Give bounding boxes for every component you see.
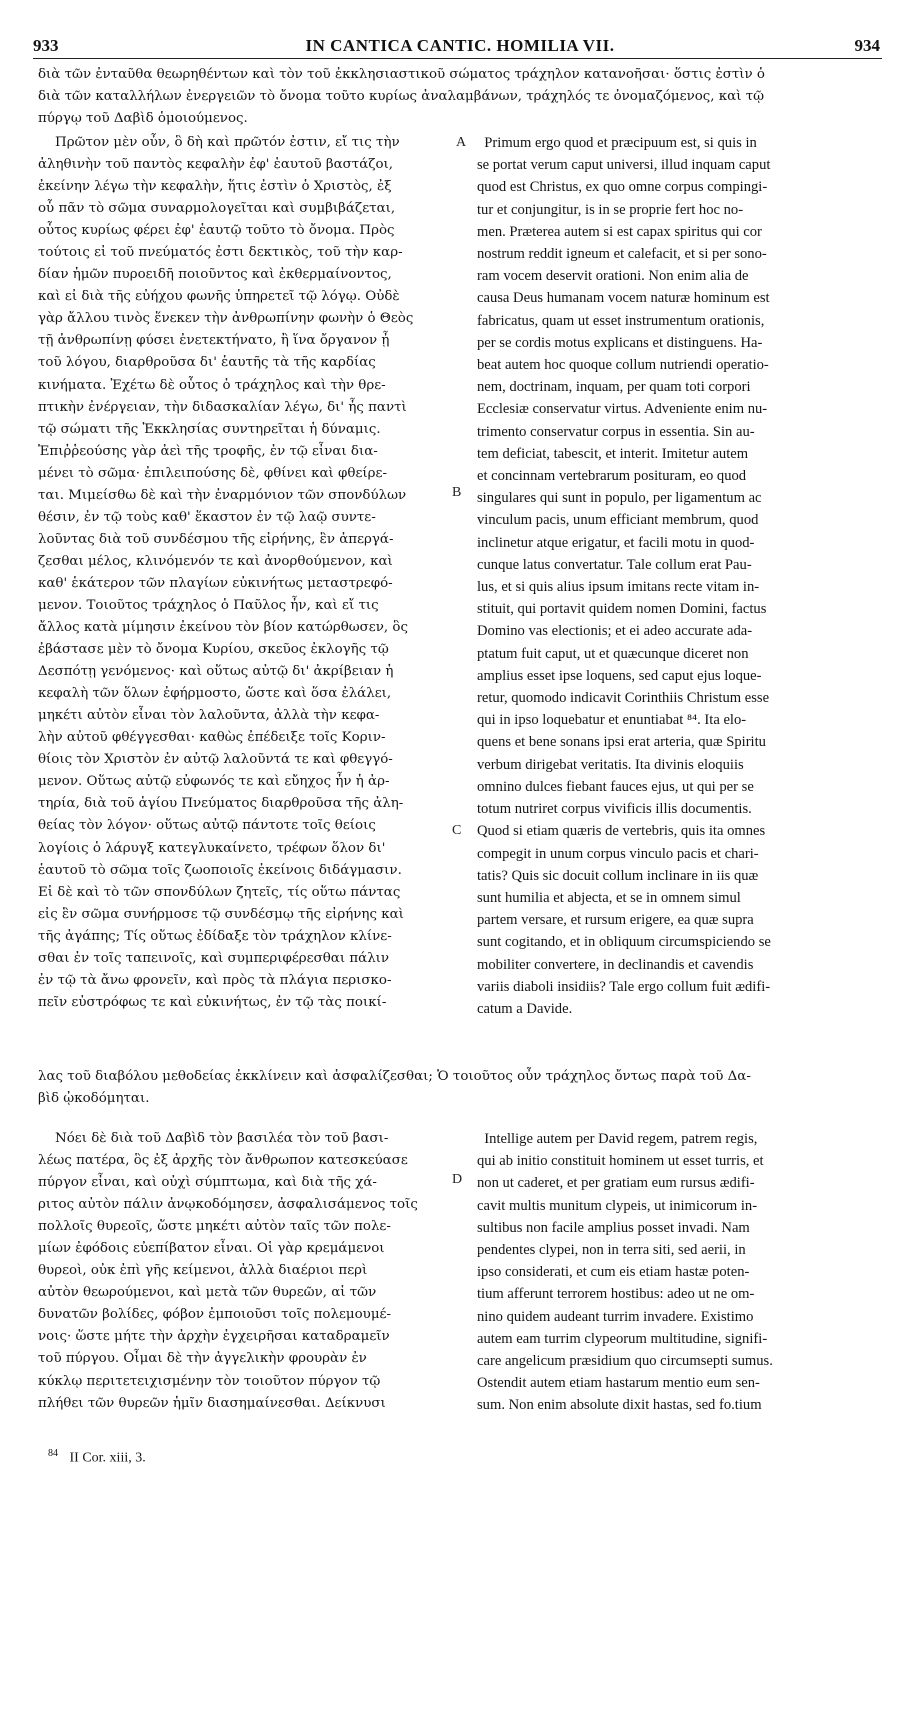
footnote-text: II Cor. xiii, 3.: [69, 1450, 146, 1466]
greek-lower-text: Νόει δὲ διὰ τοῦ Δαβὶδ τὸν βασιλέα τὸν τοῦ βασι- λέως πατέρα, ὃς ἐξ ἀρχῆς τὸν ἄνθρωπον κατεσκεύασε πύργον εἶναι, καὶ οὐχὶ σύμπτωμα, καὶ διὰ τῆς χά- ριτος αὐτὸν πάλιν ἀνῳκοδόμησεν, ἀσφαλισάμενος τοῖς πολλοῖς θυρεοῖς, ὥστε μηκέτι αὐτὸν ταῖς τῶν πολε- μίων ἐφόδοις εὐεπίβατον εἶναι. Οἱ γὰρ κρεμάμενοι θυρεοὶ, οὐκ ἐπὶ γῆς κείμενοι, ἀλλὰ διαέριοι περὶ αὐτὸν θεωρούμενοι, καὶ μετὰ τῶν θυρεῶν, αἱ τῶν δυνατῶν βολίδες, φόβον ἐμποιοῦσι τοῖς πολεμουμέ- νοις· ὥστε μήτε τὴν ἀρχὴν ἐγχειρῆσαι καταδραμεῖν τοῦ πύργου. Οἶμαι δὲ τὴν ἀγγελικὴν φρουρὰν ἐν κύκλῳ περιτετειχισμένην τὸν τοιοῦτον πύργον τῷ πλήθει τῶν θυρεῶν ἡμῖν διασημαίνεσθαι. Δείκνυσι: [38, 1131, 418, 1411]
footnote: [48, 1448, 146, 1467]
margin-letter-c: C: [452, 823, 462, 838]
page-number-right: 934: [854, 36, 880, 55]
latin-lower-text: Intellige autem per David regem, patrem regis, qui ab initio constituit hominem ut esset turris, et non ut caderet, et per gratiam eum rursus ædifi- cavit multis munitum clypeis, ut inimicorum in- sultibus non facile amplius posset invadi. Nam pendentes clypei, non in terra siti, sed aerii, in ipso considerati, et cum eis etiam hastæ poten- tium afferunt terrorem hostibus: adeo ut ne om- nino quidem audeant turrim invadere. Existimo autem eam turrim clypeorum multitudine, signifi- care angelicum præsidium quo circumsepti sumus. Ostendit autem etiam hastarum mentio eum sen- sum. Non enim absolute dixit hastas, sed fo.tium: [477, 1131, 773, 1414]
latin-column-text: Primum ergo quod et præcipuum est, si quis in se portat verum caput universi, illud inquam caput quod est Christus, ex quo omne corpus compingi- tur et conjungitur, is in se proprie fert hoc no- men. Præterea autem si est capax spiritus qui cor nostrum reddit igneum et calefacit, et si per sono- ram vocem deservit orationi. Non enim alia de causa Deus humanam vocem naturæ hominum est fabricatus, quam ut esset instrumentum orationis, per se cordis motus explicans et distinguens. Ha- beat autem hoc quoque collum nutriendi operatio- nem, doctrinam, inquam, per quam toti corpori Ecclesiæ conservatur virtus. Adveniente enim nu- trimento conservatur corpus in essentia. Sin au- tem deficiat, tabescit, et interit. Imitetur autem et concinnam vertebrarum posituram, eo quod singulares qui sunt in populo, per ligamentum ac vinculum pacis, unum efficiant membrum, quod inclinetur atque erigatur, et facili motu in quod- cunque latus convertatur. Tale collum erat Pau- lus, et si quis alius ipsum imitans recte vitam in- stituit, qui portavit quidem nomen Domini, factus Domino vas electionis; et ei adeo accurate ada- ptatum fuit caput, ut et quæcunque diceret non amplius esset ipse loquens, sed caput ejus loque- retur, quomodo indicavit Corinthiis Christum esse qui in ipso loquebatur et enuntiabat ⁸⁴. Ita elo- quens et bene sonans ipsi erat arteria, quæ Spiritu verbum dirigebat veritatis. Ita divinis eloquiis omnino dulces fiebant fauces ejus, ut qui per se totum nutriret corpus vivificis illis documentis. Quod si etiam quæris de vertebris, quis ita omnes compegit in unum corpus vinculo pacis et chari- tatis? Quis sic docuit collum inclinare in iis quæ sunt humilia et abjecta, et se in omnem simul partem versare, et rursum erigere, ea quæ supra sunt cogitando, et in obliquum circumspiciendo se mobiliter convertere, in declinandis et cavendis variis diaboli insidiis? Tale ergo collum fuit ædifi- catum a Davide.: [477, 135, 771, 1017]
margin-letter-d: D: [452, 1172, 463, 1187]
greek-intro-text: διὰ τῶν ἐνταῦθα θεωρηθέντων καὶ τὸν τοῦ ἐκκλησιαστικοῦ σώματος τράχηλον κατανοῆσαι· ὅστις ἐστὶν ὁ διὰ τῶν καταλλήλων ἐνεργειῶν τὸ ὄνομα τοῦτο κυρίως ἀναλαμβάνων, τράχηλός τε ὀνομαζόμενος, καὶ τῷ πύργῳ τοῦ Δαβὶδ ὁμοιούμενος.: [38, 67, 765, 127]
margin-letter-b: B: [452, 485, 462, 500]
header-rule: [33, 58, 882, 59]
footnote-mark: 84: [48, 1448, 58, 1459]
page-number-left: 933: [33, 36, 59, 55]
margin-letter-a: A: [456, 135, 467, 150]
greek-column-text: Πρῶτον μὲν οὖν, ὃ δὴ καὶ πρῶτόν ἐστιν, εἴ τις τὴν ἀληθινὴν τοῦ παντὸς κεφαλὴν ἐφ' ἑαυτοῦ βαστάζοι, ἐκείνην λέγω τὴν κεφαλὴν, ἥτις ἐστὶν ὁ Χριστὸς, ἐξ οὗ πᾶν τὸ σῶμα συναρμολογεῖται καὶ συμβιβάζεται, οὗτος κυρίως φέρει ἐφ' ἑαυτῷ τοῦτο τὸ ὄνομα. Πρὸς τούτοις εἰ τοῦ πνεύματός ἐστι δεκτικὸς, τοῦ τὴν καρ- δίαν ἡμῶν πυροειδῆ ποιοῦντος καὶ ἐκθερμαίνοντος, καὶ εἰ διὰ τῆς εὐήχου φωνῆς ὑπηρετεῖ τῷ λόγῳ. Οὐδὲ γὰρ ἄλλου τινὸς ἕνεκεν τὴν ἀνθρωπίνην φωνὴν ὁ Θεὸς τῇ ἀνθρωπίνῃ φύσει ἐνετεκτήνατο, ἢ ἵνα ὄργανον ᾖ τοῦ λόγου, διαρθροῦσα δι' ἑαυτῆς τὰ τῆς καρδίας κινήματα. Ἐχέτω δὲ οὗτος ὁ τράχηλος καὶ τὴν θρε- πτικὴν ἐνέργειαν, τὴν διδασκαλίαν λέγω, δι' ἧς παντὶ τῷ σώματι τῆς Ἐκκλησίας συντηρεῖται ἡ δύναμις. Ἐπιῤῥεούσης γὰρ ἀεὶ τῆς τροφῆς, ἐν τῷ εἶναι δια- μένει τὸ σῶμα· ἐπιλειπούσης δὲ, φθίνει καὶ φθείρε- ται. Μιμείσθω δὲ καὶ τὴν ἐναρμόνιον τῶν σπονδύλων θέσιν, ἐν τῷ τοὺς καθ' ἕκαστον ἐν τῷ λαῷ συντε- λοῦντας διὰ τοῦ συνδέσμου τῆς εἰρήνης, ἓν ἀπεργά- ζεσθαι μέλος, κλινόμενόν τε καὶ ἀνορθούμενον, καὶ καθ' ἑκάτερον τῶν πλαγίων εὐκινήτως μεταστρεφό- μενον. Τοιοῦτος τράχηλος ὁ Παῦλος ἦν, καὶ εἴ τις ἄλλος κατὰ μίμησιν ἐκείνου τὸν βίον κατώρθωσεν, ὃς ἐβάστασε μὲν τὸ ὄνομα Κυρίου, σκεῦος ἐκλογῆς τῷ Δεσπότῃ γενόμενος· καὶ οὕτως αὐτῷ δι' ἀκρίβειαν ἡ κεφαλὴ τῶν ὅλων ἐφήρμοστο, ὥστε καὶ ὅσα ἐλάλει, μηκέτι αὐτὸν εἶναι τὸν λαλοῦντα, ἀλλὰ τὴν κεφα- λὴν αὐτοῦ φθέγγεσθαι· καθὼς ἐπέδειξε τοῖς Κοριν- θίοις τὸν Χριστὸν ἐν αὐτῷ λαλοῦντά τε καὶ φθεγγό- μενον. Οὕτως αὐτῷ εὐφωνός τε καὶ εὔηχος ἦν ἡ ἀρ- τηρία, διὰ τοῦ ἁγίου Πνεύματος διαρθροῦσα τῆς ἀλη- θείας τὸν λόγον· οὕτως αὐτῷ πάντοτε τοῖς θείοις λογίοις ὁ λάρυγξ κατεγλυκαίνετο, τρέφων ὅλον δι' ἑαυτοῦ τὸ σῶμα τοῖς ζωοποιοῖς ἐκείνοις διδάγμασιν. Εἰ δὲ καὶ τὸ τῶν σπονδύλων ζητεῖς, τίς οὕτω πάντας εἰς ἓν σῶμα συνήρμοσε τῷ συνδέσμῳ τῆς εἰρήνης καὶ τῆς ἀγάπης; Τίς οὕτως ἐδίδαξε τὸν τράχηλον κλίνε- σθαι ἐν τοῖς ταπεινοῖς, καὶ συμπεριφέρεσθαι πάλιν ἐν τῷ τὰ ἄνω φρονεῖν, καὶ πρὸς τὰ πλάγια περισκο- πεῖν εὐστρόφως τε καὶ εὐκινήτως, ἐν τῷ τὰς ποικί-: [38, 135, 414, 1010]
running-title: IN CANTICA CANTIC. HOMILIA VII.: [305, 36, 615, 55]
greek-bridge-text: λας τοῦ διαβόλου μεθοδείας ἐκκλίνειν καὶ ἀσφαλίζεσθαι; Ὁ τοιοῦτος οὖν τράχηλος ὄντως παρὰ τοῦ Δα- βὶδ ᾠκοδόμηται.: [38, 1069, 751, 1107]
